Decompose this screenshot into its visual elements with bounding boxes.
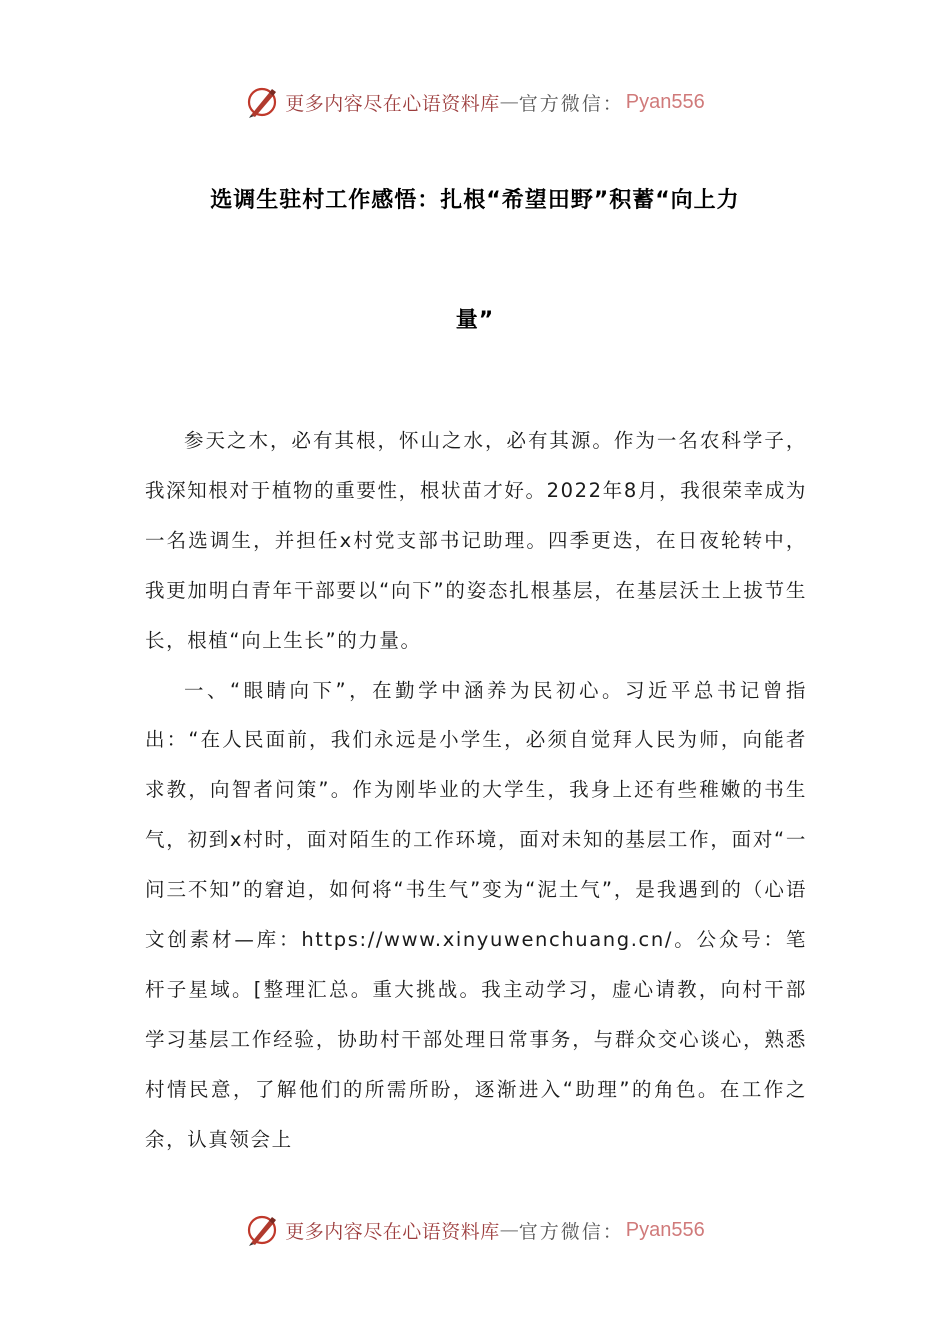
banner-wechat-id: Pyan556 xyxy=(625,90,705,113)
document-title-line-1: 选调生驻村工作感悟：扎根“希望田野”积蓄“向上力 xyxy=(210,188,740,213)
banner-text: 更多内容尽在心语资料库 xyxy=(285,92,500,115)
footer-banner xyxy=(0,1208,950,1252)
header-banner xyxy=(0,80,950,124)
paragraph-intro: 参天之木，必有其根，怀山之水，必有其源。作为一名农科学子，我深知根对于植物的重要性，根状苗才好。2022年8月，我很荣幸成为一名选调生，并担任x村党支部书记助理。四季更迭，在日夜轮转中，我更加明白青年干部要以“向下”的姿态扎根基层，在基层沃土上拔节生长，根植“向上生长”的力量。 xyxy=(145,429,807,652)
banner-separator: — xyxy=(499,1219,519,1241)
pen-logo-icon xyxy=(245,1213,279,1247)
banner-wechat-label: 官方微信： xyxy=(518,92,624,115)
document-title-line-2: 量” xyxy=(455,308,495,333)
banner-text: 更多内容尽在心语资料库 xyxy=(285,1220,500,1243)
pen-logo-icon xyxy=(245,85,279,119)
banner-wechat-id: Pyan556 xyxy=(625,1218,705,1241)
banner-wechat-label: 官方微信： xyxy=(518,1220,624,1243)
banner-separator: — xyxy=(499,91,519,113)
paragraph-section-one: 一、“眼睛向下”，在勤学中涵养为民初心。习近平总书记曾指出：“在人民面前，我们永远是小学生，必须自觉拜人民为师，向能者求教，向智者问策”。作为刚毕业的大学生，我身上还有些稚嫩的书生气，初到x村时，面对陌生的工作环境，面对未知的基层工作，面对“一问三不知”的窘迫，如何将“书生气”变为“泥土气”，是我遇到的（心语文创素材—库：https://www.xinyuwenchuang.cn/。公众号：笔杆子星域。[整理汇总。重大挑战。我主动学习，虚心请教，向村干部学习基层工作经验，协助村干部处理日常事务，与群众交心谈心，熟悉村情民意，了解他们的所需所盼，逐渐进入“助理”的角色。在工作之余，认真领会上 xyxy=(145,678,807,1151)
document-body xyxy=(145,416,807,1165)
